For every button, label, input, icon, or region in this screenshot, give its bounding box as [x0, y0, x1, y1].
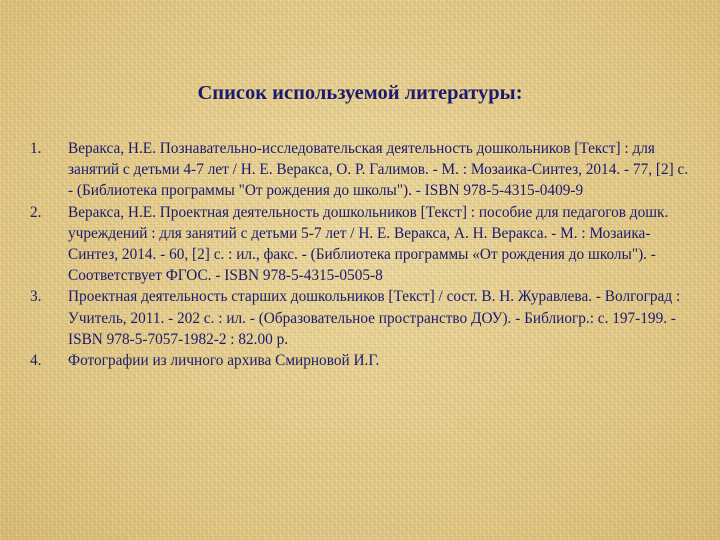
- list-item-number: 2.: [30, 203, 42, 221]
- list-item-number: 3.: [30, 288, 42, 306]
- list-item-number: 1.: [30, 140, 42, 157]
- list-item: [30, 138, 696, 202]
- list-item: [30, 286, 696, 350]
- list-item-number: 4.: [30, 352, 42, 370]
- list-item-text: Фотографии из личного архива Смирновой И.Г.: [68, 352, 380, 370]
- list-item-text: Веракса, Н.Е. Проектная деятельность дошкольников [Текст] : пособие для педагогов дошк. учреждений : для занятий с детьми 5-7 лет / Н. Е. Веракса, А. Н. Веракса. - М. : Мозаика-Синтез, 2014. - 60, [2] с. : ил., факс. - (Библиотека программы «От рождения до школы"). - Соответствует ФГОС. - ISBN 978-5-4315-0505-8: [68, 203, 669, 285]
- reference-list: [30, 138, 696, 371]
- page-title: Список используемой литературы:: [197, 82, 523, 104]
- list-item: [30, 350, 696, 371]
- list-item: [30, 202, 696, 287]
- list-item-text: Веракса, Н.Е. Познавательно-исследовательская деятельность дошкольников [Текст] : для занятий с детьми 4-7 лет / Н. Е. Веракса, О. Р. Галимов. - М. : Мозаика-Синтез, 2014. - 77, [2] с. - (Библиотека программы "От рождения до школы"). - ISBN 978-5-4315-0409-9: [68, 140, 689, 200]
- list-item-text: Проектная деятельность старших дошкольников [Текст] / сост. В. Н. Журавлева. - Волгоград : Учитель, 2011. - 202 с. : ил. - (Образовательное пространство ДОУ). - Библиогр.: с. 197-199. - ISBN 978-5-7057-1982-2 : 82.00 р.: [68, 288, 681, 348]
